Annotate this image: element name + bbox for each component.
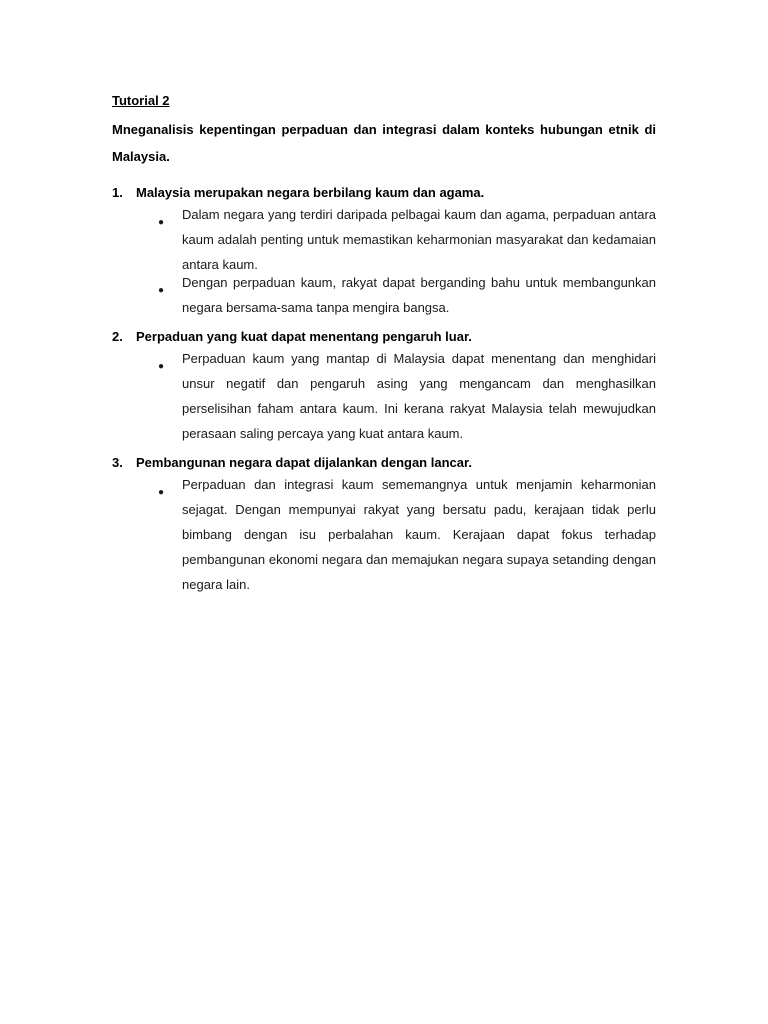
list-item — [157, 477, 656, 605]
section-2 — [112, 328, 656, 454]
section-heading — [112, 184, 656, 202]
section-heading-text: Pembangunan negara dapat dijalankan dengan lancar. — [136, 455, 472, 470]
bullet-icon: ● — [158, 487, 165, 498]
section-heading-text: Perpaduan yang kuat dapat menentang pengaruh luar. — [136, 329, 472, 344]
section-number: 1. — [112, 185, 123, 200]
section-number: 3. — [112, 455, 123, 470]
document-content — [112, 92, 656, 605]
document-title: Tutorial 2 — [112, 93, 170, 108]
bullet-icon: ● — [158, 285, 165, 296]
section-3 — [112, 454, 656, 605]
document-subtitle: Mneganalisis kepentingan perpaduan dan integrasi dalam konteks hubungan etnik di Malaysia. — [112, 122, 656, 164]
bullet-list — [112, 477, 656, 605]
list-item — [157, 275, 656, 328]
bullet-text: Perpaduan dan integrasi kaum sememangnya untuk menjamin keharmonian sejagat. Dengan mempunyai rakyat yang bersatu padu, kerajaan tidak perlu bimbang dengan isu perbalahan kaum. Kerajaan dapat fokus terhadap pembangunan ekonomi negara dan memajukan negara supaya setanding dengan negara lain. — [182, 477, 656, 592]
section-heading — [112, 454, 656, 472]
bullet-text: Dengan perpaduan kaum, rakyat dapat berganding bahu untuk membangunkan negara bersama-sama tanpa mengira bangsa. — [182, 275, 656, 315]
bullet-icon: ● — [158, 361, 165, 372]
bullet-list — [112, 207, 656, 328]
section-1 — [112, 184, 656, 328]
section-number: 2. — [112, 329, 123, 344]
bullet-text: Dalam negara yang terdiri daripada pelbagai kaum dan agama, perpaduan antara kaum adalah penting untuk memastikan keharmonian masyarakat dan kedamaian antara kaum. — [182, 207, 656, 272]
section-heading — [112, 328, 656, 346]
bullet-icon: ● — [158, 217, 165, 228]
list-item — [157, 351, 656, 454]
section-heading-text: Malaysia merupakan negara berbilang kaum dan agama. — [136, 185, 485, 200]
bullet-text: Perpaduan kaum yang mantap di Malaysia dapat menentang dan menghidari unsur negatif dan pengaruh asing yang mengancam dan menghasilkan perselisihan faham antara kaum. Ini kerana rakyat Malaysia telah mewujudkan perasaan saling percaya yang kuat antara kaum. — [182, 351, 656, 441]
bullet-list — [112, 351, 656, 454]
